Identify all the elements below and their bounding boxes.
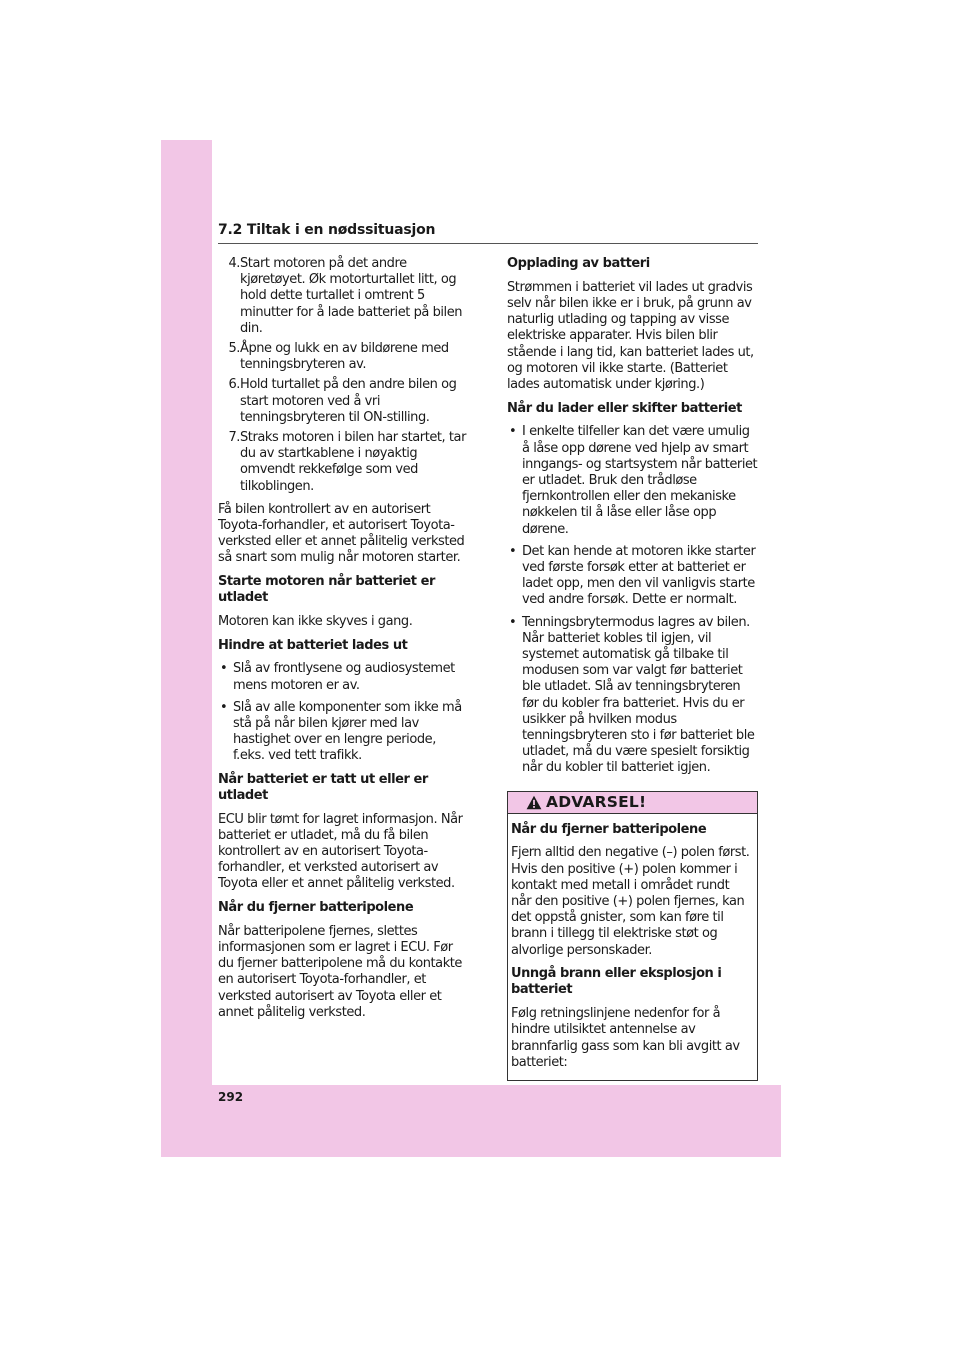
side-color-tab bbox=[161, 140, 212, 1157]
paragraph-after-steps: Få bilen kontrollert av en autorisert Toyota-forhandler, et autorisert Toyota-verksted eller et annet pålitelig verksted så snart som mulig når motoren starter. bbox=[218, 501, 465, 566]
step-text: Hold turtallet på den andre bilen og start motoren ved å vri tenningsbryteren til ON-stilling. bbox=[240, 377, 457, 425]
numbered-step bbox=[218, 256, 468, 337]
step-number: 6. bbox=[228, 377, 240, 393]
paragraph-battery-charging: Strømmen i batteriet vil lades ut gradvis selv når bilen ikke er i bruk, på grunn av naturlig utlading og tapping av visse elektriske apparater. Hvis bilen blir stående i lang tid, kan batteriet lades ut, og motoren vil ikke starte. (Batteriet lades automatisk under kjøring.) bbox=[507, 279, 754, 392]
bullet-item: • Slå av frontlysene og audiosystemet mens motoren er av. bbox=[220, 661, 455, 693]
heading-charge-replace: Når du lader eller skifter batteriet bbox=[507, 400, 742, 416]
right-column bbox=[507, 256, 758, 1081]
footer-color-band bbox=[161, 1085, 781, 1157]
warning-title-bar bbox=[508, 792, 757, 814]
left-column bbox=[218, 256, 468, 1029]
step-number: 4. bbox=[228, 256, 240, 271]
paragraph-start-drained: Motoren kan ikke skyves i gang. bbox=[218, 614, 413, 630]
warning-title: ADVARSEL! bbox=[546, 792, 647, 811]
heading-battery-charging: Opplading av batteri bbox=[507, 256, 650, 271]
heading-battery-removed: Når batteriet er tatt ut eller er utladet bbox=[218, 771, 428, 803]
warning-paragraph-fire: Følg retningslinjene nedenfor for å hindre utilsiktet antennelse av brannfarlig gass som kan bli avgitt av batteriet: bbox=[511, 1006, 740, 1070]
step-text: Straks motoren i bilen har startet, tar du av startkablene i nøyaktig omvendt rekkefølge som ved tilkoblingen. bbox=[240, 430, 466, 494]
warning-heading-fire: Unngå brann eller eksplosjon i batteriet bbox=[511, 966, 722, 998]
page-number: 292 bbox=[218, 1090, 244, 1104]
paragraph-remove-terminals: Når batteripolene fjernes, slettes informasjonen som er lagret i ECU. Før du fjerner batteripolene må du kontakte en autorisert Toyota-forhandler, et verksted autorisert av Toyota eller et annet pålitelig verksted. bbox=[218, 923, 462, 1020]
heading-prevent-discharge: Hindre at batteriet lades ut bbox=[218, 637, 408, 653]
warning-body bbox=[508, 814, 757, 1081]
numbered-step bbox=[218, 377, 468, 426]
warning-heading-poles: Når du fjerner batteripolene bbox=[511, 821, 707, 837]
bullet-text: Tenningsbrytermodus lagres av bilen. Når batteriet kobles til igjen, vil systemet automatisk gå tilbake til modusen som var valgt før batteriet ble utladet. Slå av tenningsbryteren før du kobler fra batteriet. Hvis du er usikker på hvilken modus tenningsbryteren sto i før batteriet ble utladet, må du være spesielt forsiktig når du kobler til batteriet igjen. bbox=[522, 614, 755, 776]
warning-paragraph-poles: Fjern alltid den negative (–) polen først. Hvis den positive (+) polen kommer i kontakt med metall i området rundt når den positive (+) polen fjernes, kan det oppstå gnister, som kan føre til brann i tillegg til elektriske støt og alvorlige personskader. bbox=[511, 845, 750, 958]
step-text: Åpne og lukk en av bildørene med tenningsbryteren av. bbox=[240, 341, 449, 373]
step-text: Start motoren på det andre kjøretøyet. Øk motorturtallet litt, og hold dette turtallet i omtrent 5 minutter for å lade batteriet på bilen din. bbox=[240, 256, 463, 336]
heading-start-drained: Starte motoren når batteriet er utladet bbox=[218, 574, 435, 606]
bullet-item: • Slå av alle komponenter som ikke må stå på når bilen kjører med lav hastighet over en lengre periode, f.eks. ved tett trafikk. bbox=[220, 699, 462, 764]
step-number: 7. bbox=[228, 430, 240, 446]
numbered-step bbox=[218, 341, 468, 373]
step-number: 5. bbox=[228, 341, 240, 357]
heading-remove-terminals: Når du fjerner batteripolene bbox=[218, 900, 414, 916]
bullet-item: • I enkelte tilfeller kan det være umulig å låse opp dørene ved hjelp av smart inngangs- og startsystem når batteriet er utladet. Bruk den trådløse fjernkontrollen eller den mekaniske nøkkelen til å låse eller låse opp dørene. bbox=[509, 424, 758, 537]
bullet-item: • Tenningsbrytermodus lagres av bilen. Når batteriet kobles til igjen, vil systemet automatisk gå tilbake til modusen som var valgt før batteriet ble utladet. Slå av tenningsbryteren før du kobler fra batteriet. Hvis du er usikker på hvilken modus tenningsbryteren sto i før batteriet ble utladet, må du være spesielt forsiktig når du kobler til batteriet igjen. bbox=[509, 614, 755, 776]
bullet-item: • Det kan hende at motoren ikke starter ved første forsøk etter at batteriet er ladet opp, men den vil vanligvis starte ved andre forsøk. Dette er normalt. bbox=[509, 543, 756, 608]
paragraph-battery-removed: ECU blir tømt for lagret informasjon. Når batteriet er utladet, må du få bilen kontrollert av en autorisert Toyota-forhandler, et verksted autorisert av Toyota eller et annet pålitelig verksted. bbox=[218, 811, 463, 892]
bullet-text: I enkelte tilfeller kan det være umulig å låse opp dørene ved hjelp av smart inngangs- og startsystem når batteriet er utladet. Bruk den trådløse fjernkontrollen eller den mekaniske nøkkelen til å låse eller låse opp dørene. bbox=[522, 424, 758, 537]
warning-triangle-icon bbox=[526, 795, 542, 810]
bullet-text: Slå av frontlysene og audiosystemet mens motoren er av. bbox=[233, 661, 455, 693]
section-header: 7.2 Tiltak i en nødssituasjon bbox=[218, 222, 758, 244]
numbered-step bbox=[218, 430, 468, 495]
bullet-text: Det kan hende at motoren ikke starter ved første forsøk etter at batteriet er ladet opp, men den vil vanligvis starte ved andre forsøk. Dette er normalt. bbox=[522, 543, 756, 608]
warning-box bbox=[507, 791, 758, 1082]
bullet-text: Slå av alle komponenter som ikke må stå på når bilen kjører med lav hastighet over en lengre periode, f.eks. ved tett trafikk. bbox=[233, 699, 462, 764]
